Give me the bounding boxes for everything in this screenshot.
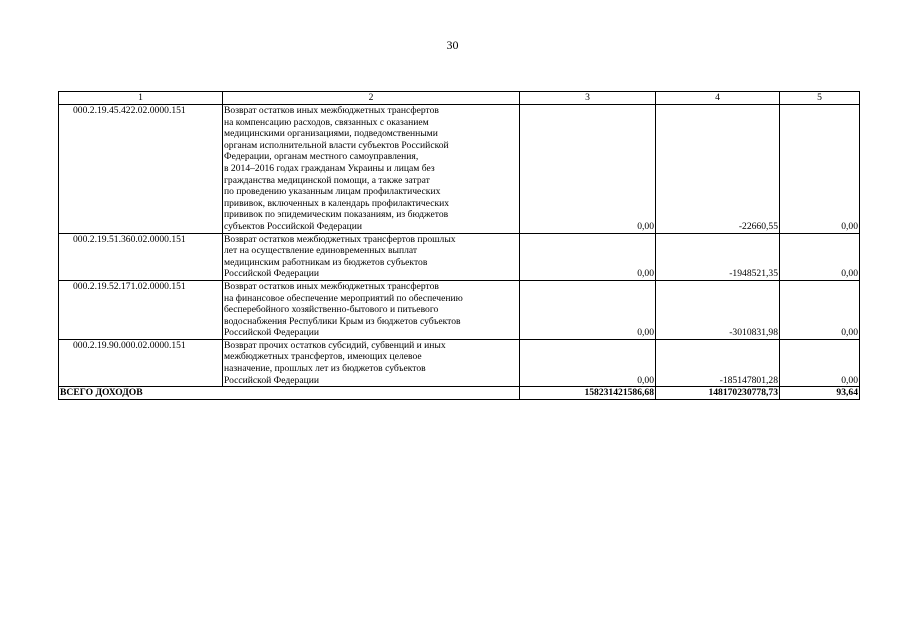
table-row bbox=[59, 233, 860, 280]
income-name: Возврат прочих остатков субсидий, субвенций и иных межбюджетных трансфертов, имеющих целевое назначение, прошлых лет из бюджетов субъектов Российской Федерации bbox=[223, 339, 520, 386]
value-col4: -1948521,35 bbox=[656, 233, 780, 280]
value-col5: 0,00 bbox=[780, 105, 860, 234]
value-col3: 0,00 bbox=[520, 280, 656, 339]
total-row bbox=[59, 387, 860, 400]
column-header-2: 2 bbox=[223, 92, 520, 105]
column-header-5: 5 bbox=[780, 92, 860, 105]
total-col5: 93,64 bbox=[780, 387, 860, 400]
income-name: Возврат остатков межбюджетных трансфертов прошлых лет на осуществление единовременных выплат медицинским работникам из бюджетов субъектов Российской Федерации bbox=[223, 233, 520, 280]
value-col3: 0,00 bbox=[520, 233, 656, 280]
total-col3: 158231421586,68 bbox=[520, 387, 656, 400]
column-header-1: 1 bbox=[59, 92, 223, 105]
value-col5: 0,00 bbox=[780, 280, 860, 339]
value-col5: 0,00 bbox=[780, 339, 860, 386]
column-header-4: 4 bbox=[656, 92, 780, 105]
income-name: Возврат остатков иных межбюджетных трансфертов на компенсацию расходов, связанных с оказанием медицинскими организациями, подведомственными органам исполнительной власти субъектов Российской Федерации, органам местного самоуправления, в 2014–2016 годах гражданам Украины и лицам без гражданства медицинской помощи, а также затрат по проведению указанным лицам профилактических прививок, включенных в календарь профилактических прививок по эпидемическим показаниям, из бюджетов субъектов Российской Федерации bbox=[223, 105, 520, 234]
value-col4: -22660,55 bbox=[656, 105, 780, 234]
budget-code: 000.2.19.45.422.02.0000.151 bbox=[59, 105, 223, 234]
table-row bbox=[59, 105, 860, 234]
income-table bbox=[58, 91, 860, 400]
value-col3: 0,00 bbox=[520, 339, 656, 386]
value-col3: 0,00 bbox=[520, 105, 656, 234]
income-name: Возврат остатков иных межбюджетных трансфертов на финансовое обеспечение мероприятий по обеспечению бесперебойного хозяйственно-бытового и питьевого водоснабжения Республики Крым из бюджетов субъектов Российской Федерации bbox=[223, 280, 520, 339]
value-col5: 0,00 bbox=[780, 233, 860, 280]
budget-code: 000.2.19.51.360.02.0000.151 bbox=[59, 233, 223, 280]
table-header-row bbox=[59, 92, 860, 105]
total-label: ВСЕГО ДОХОДОВ bbox=[59, 387, 520, 400]
table-row bbox=[59, 280, 860, 339]
total-col4: 148170230778,73 bbox=[656, 387, 780, 400]
budget-code: 000.2.19.90.000.02.0000.151 bbox=[59, 339, 223, 386]
value-col4: -3010831,98 bbox=[656, 280, 780, 339]
table-row bbox=[59, 339, 860, 386]
budget-code: 000.2.19.52.171.02.0000.151 bbox=[59, 280, 223, 339]
column-header-3: 3 bbox=[520, 92, 656, 105]
page-number: 30 bbox=[446, 38, 459, 52]
value-col4: -185147801,28 bbox=[656, 339, 780, 386]
